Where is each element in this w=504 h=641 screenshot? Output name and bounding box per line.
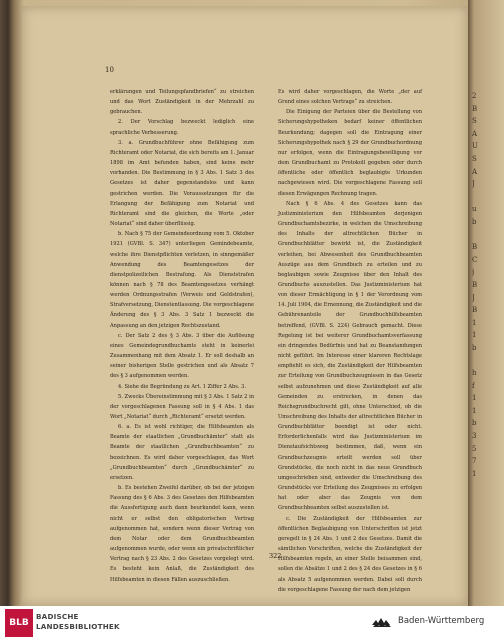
page-number-bottom: 322 (269, 552, 282, 560)
state-emblem-icon (370, 614, 394, 630)
library-name-line2: LANDESBIBLIOTHEK (36, 622, 120, 631)
blb-logo[interactable]: BLB (5, 609, 33, 637)
paragraph: 2. Der Vorschlag bezweckt lediglich eine sprachliche Verbesserung. (110, 119, 254, 136)
paragraph: b. Nach § 75 der Gemeindeordnung vom 5. Oktober 1921 (GVBl. S. 347) unterliegen Gemindebeamte, welche ihre Dienstpflichten verletzen, in sinngemäßer Anwendung des Beamtengesetzes der dienstpolizeilichen Bestrafung. Als Dienststrafen können nach § 78 des Beamtengesetzes verhängt werden Ordnungsstrafen (Verweis und Geldstrafen), Strafversetzung, Dienstentlassung. Die vorgeschlagene Änderung des § 3 Abs. 3 Satz 1 bezweckt die Anpassung an den jetzigen Rechtszustand. (110, 231, 254, 329)
text-column-right (278, 87, 422, 595)
adjacent-page-fragment: 2 B S A U S A J u b B C j B J B 1 1 b h f 1 1 b 3 5 7 1 (472, 92, 478, 478)
paragraph: Es wird daher vorgeschlagen, die Worte „der auf Grund eines solchen Vertrags“ zu streichen. (278, 89, 422, 106)
paragraph: 5. Zwecks Übereinstimmung mit § 3 Abs. 1 Satz 2 in der vorgeschlagenen Fassung soll in § 4 Abs. 1 das Wort „Notariat“ durch „Richteramt“ ersetzt werden. (110, 393, 254, 420)
paragraph: c. Der Satz 2 des § 3 Abs. 3 über die Auflösung eines Gemeindegrundbuchamts steht in keinerlei Zusammenhang mit dem Absatz 1. Er soll deshalb an seiner bisherigen Stelle gestrichen und als Absatz 7 des § 3 aufgenommen werden. (110, 332, 254, 380)
page-number-top: 10 (105, 66, 114, 74)
paragraph: 6. a. Es ist wohl richtiger, die Hilfsbeamten als Beamte der staatlichen „Grundbuchämter“ statt als Beamte der staatlichen „Grundbuchbeamten“ zu bezeichnen. Es wird daher vorgeschlagen, das Wort „Grundbuchbeamten“ durch „Grundbuchämter“ zu ersetzen. (110, 424, 254, 481)
library-name-line1: BADISCHE (36, 612, 79, 621)
adjacent-page-edge (468, 0, 504, 606)
paragraph: Nach § 6 Abs. 4 des Gesetzes kann das Justizministerium den Hilfsbeamten derjenigen Grundbuchamtsbezirke, in welchen die Umschreibung des Inhalts der altrechtlichen Bücher in Grundbuchblätter bewirkt ist, die Zuständigkeit verleihen, bei Abwesenheit des Grundbuchbeamten Auszüge aus dem Grundbuch zu erteilen und zu beglaubigen sowie Zeugnisse über den Inhalt des Grundbuchs auszustellen. Das Justizministerium hat von dieser Ermächtigung in § 1 der Verordnung vom 14. Juli 1904, die Ernennung, die Zuständigkeit und die Gebührenanteile der Grundbuchhilfsbeamten betreffend, (GVBl. S. 224) Gebrauch gemacht. Diese Regelung ist bei weiterer Grundbuchamtsverfassung ein dringendes Bedürfnis und hat zu Beanstandungen nicht geführt. Im Interesse einer klareren Rechtslage empfiehlt es sich, die Zuständigkeit der Hilfsbeamten zur Erteilung von Grundbuchzeugnissen in das Gesetz selbst aufzunehmen und diese Zuständigkeit auf alle Gemeinden zu erstrecken, in denen das Reichsgrundbuchrecht gilt, ohne Unterschied, ob die Umschreibung des Inhalts der altrechtlichen Bücher in Grundbuchblätter beendigt ist oder nicht. Erforderlichenfalls wird das Justizministerium im Dienstaufsichtsweg bestimmen, daß, wenn ein Grundbuchzeugnis erteilt werden soll über Grundstücke, die noch nicht in das neue Grundbuch umgeschrieben sind, entweder die Umschreibung des Grundstücks vor Erteilung des Zeugnisses zu erfolgen hat oder aber das Zeugnis von dem Grundbuchbeamten selbst auszustellen ist. (278, 200, 422, 512)
library-name (36, 612, 120, 632)
paragraph: c. Die Zuständigkeit der Hilfsbeamten zur öffentlichen Beglaubigung von Unterschriften ist jetzt geregelt in § 24 Abs. 1 und 2 des Gesetzes. Damit die sämtlichen Vorschriften, welche die Zuständigkeit der Hilfsbeamten regeln, an einer Stelle beisammen sind, sollen die Absätze 1 und 2 des § 24 des Gesetzes in § 6 als Absatz 5 aufgenommen werden. Dabei soll durch die vorgeschlagene Fassung der nach dem jetzigen (278, 515, 422, 593)
paragraph: erklärungen und Teilungspfandbriefen“ zu streichen und das Wort Zuständigkeit in der Mehrzahl zu gebrauchen. (110, 89, 254, 116)
paragraph: b. Es bestehen Zweifel darüber, ob bei der jetzigen Fassung des § 6 Abs. 3 des Gesetzes den Hilfsbeamten die Aussfertigung auch dann beurkundet kann, wenn nicht er selbst den obligatorischen Vertrag aufgenommen hat, sondern wenn dieser Vertrag von dem Notar oder dem Grundbuchbeamten aufgenommen wurde, oder wenn ein privatschriftlicher Vertrag nach § 23 Abs. 2 des Gesetzes vorgelegt wird. Es besteht kein Anlaß, die Zuständigkeit des Hilfsbeamten in diesen Fällen auszuschließen. (110, 485, 254, 583)
text-column-left (110, 87, 254, 585)
paragraph: Die Einigung der Parteien über die Bestellung von Sicherungshypotheken bedarf keiner öffentlichen Beurkundung; dagegen soll die Eintragung einer Sicherungshypothek nach § 29 der Grundbuchordnung nur erfolgen, wenn die Eintragungsbewilligung vor dem Grundbuchamt zu Protokoll gegeben oder durch öffentliche oder öffentlich beglaubigte Urkunden nachgewiesen wird. Die vorgeschlagene Fassung soll diesen Erwägungen Rechnung tragen. (278, 109, 422, 197)
paragraph: 4. Siehe die Begründung zu Art. 1 Ziffer 2 Abs. 3. (118, 383, 246, 390)
paragraph: 3. a. Grundbuchführer ohne Befähigung zum Richteramt oder Notariat, die sich bereits am 1. Januar 1898 im Amt befunden haben, sind keine mehr vorhanden. Die Bestimmung in § 3 Abs. 1 Satz 3 des Gesetzes ist daher gegenstandslos und kann gestrichen werden. Die Voraussetzungen für die Erlangung der Befähigung zum Notariat und Richteramt sind die gleichen, die Worte „oder Notariat“ sind daher überflüssig. (110, 139, 254, 228)
state-name: Baden-Württemberg (398, 616, 485, 626)
